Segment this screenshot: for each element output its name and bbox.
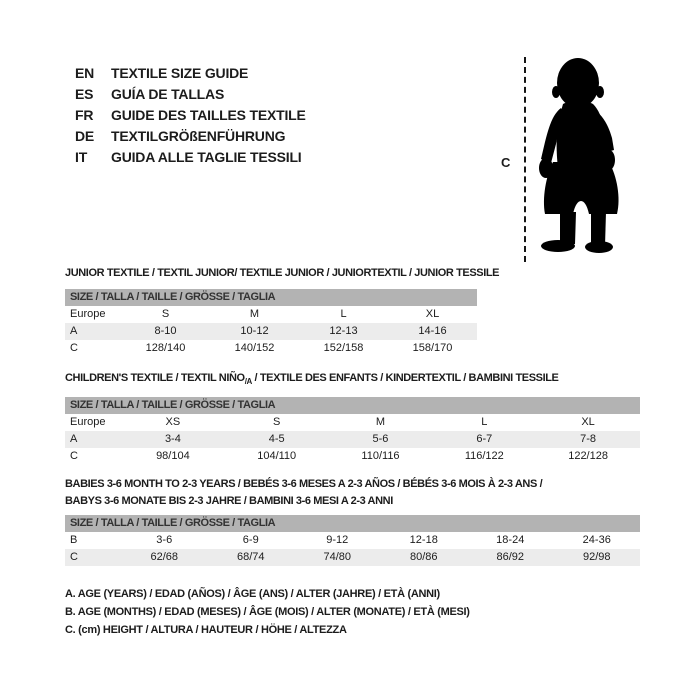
babies-table bbox=[65, 515, 640, 566]
junior-textile-section bbox=[65, 267, 499, 357]
table-row bbox=[65, 323, 477, 340]
height-cell: 152/158 bbox=[323, 342, 364, 354]
age-cell: 6-9 bbox=[242, 534, 259, 546]
height-cell: 140/152 bbox=[234, 342, 275, 354]
height-cell: 98/104 bbox=[156, 450, 190, 463]
language-row-es bbox=[75, 84, 306, 105]
age-cell: 14-16 bbox=[418, 325, 447, 337]
junior-table bbox=[65, 289, 477, 357]
language-row-en bbox=[75, 63, 306, 84]
language-label: GUIDE DES TAILLES TEXTILE bbox=[111, 107, 306, 123]
age-cell: 4-5 bbox=[268, 433, 285, 446]
babies-table-title bbox=[65, 476, 640, 510]
age-cell: 9-12 bbox=[326, 534, 349, 546]
footnote-b: B. AGE (MONTHS) / EDAD (MESES) / ÂGE (MOIS) / ALTER (MONATE) / ETÀ (MESI) bbox=[65, 606, 470, 618]
age-cell: 24-36 bbox=[582, 534, 611, 546]
age-cell: 10-12 bbox=[240, 325, 269, 337]
age-cell: 12-13 bbox=[329, 325, 358, 337]
height-cell: 80/86 bbox=[409, 551, 438, 563]
height-cell: 92/98 bbox=[582, 551, 611, 563]
childrens-table-title bbox=[65, 372, 640, 388]
title-subscript: /A bbox=[244, 377, 252, 387]
language-code: EN bbox=[75, 65, 95, 81]
language-code: IT bbox=[75, 149, 88, 165]
height-measure-label: C bbox=[501, 155, 511, 170]
table-row bbox=[65, 414, 640, 431]
size-header-bar: SIZE / TALLA / TAILLE / GRÖSSE / TAGLIA bbox=[65, 397, 640, 414]
age-cell: 6-7 bbox=[476, 433, 493, 446]
size-cell: L bbox=[481, 416, 488, 429]
height-cell: 86/92 bbox=[496, 551, 525, 563]
height-measure-line bbox=[524, 57, 526, 262]
height-cell: 62/68 bbox=[150, 551, 179, 563]
row-label: C bbox=[70, 342, 78, 354]
row-label: Europe bbox=[70, 416, 106, 429]
language-row-it bbox=[75, 147, 306, 168]
table-row bbox=[65, 340, 477, 357]
age-cell: 3-6 bbox=[156, 534, 173, 546]
language-code: FR bbox=[75, 107, 94, 123]
size-cell: M bbox=[375, 416, 386, 429]
row-label: C bbox=[70, 551, 78, 563]
language-label: GUIDA ALLE TAGLIE TESSILI bbox=[111, 149, 302, 165]
size-header-bar: SIZE / TALLA / TAILLE / GRÖSSE / TAGLIA bbox=[65, 515, 640, 532]
table-row bbox=[65, 532, 640, 549]
height-cell: 110/116 bbox=[361, 450, 400, 463]
childrens-table bbox=[65, 397, 640, 465]
language-row-de bbox=[75, 126, 306, 147]
baby-silhouette-icon bbox=[532, 56, 644, 254]
size-cell: L bbox=[340, 308, 347, 320]
height-cell: 158/170 bbox=[412, 342, 453, 354]
age-cell: 18-24 bbox=[496, 534, 525, 546]
language-label: GUÍA DE TALLAS bbox=[111, 86, 225, 102]
childrens-textile-section bbox=[65, 372, 640, 465]
title-line-2: BABYS 3-6 MONATE BIS 2-3 JAHRE / BAMBINI 3-6 MESI A 2-3 ANNI bbox=[65, 495, 393, 507]
table-row bbox=[65, 306, 477, 323]
size-header-bar: SIZE / TALLA / TAILLE / GRÖSSE / TAGLIA bbox=[65, 289, 477, 306]
age-cell: 12-18 bbox=[409, 534, 438, 546]
babies-textile-section bbox=[65, 476, 640, 566]
size-cell: S bbox=[161, 308, 170, 320]
title-part: / TEXTILE DES ENFANTS / KINDERTEXTIL / BAMBINI TESSILE bbox=[251, 372, 559, 384]
table-row bbox=[65, 431, 640, 448]
title-part: CHILDREN'S TEXTILE / TEXTIL NIÑO bbox=[65, 372, 245, 384]
age-cell: 7-8 bbox=[580, 433, 597, 446]
size-cell: M bbox=[249, 308, 260, 320]
size-cell: XL bbox=[581, 416, 595, 429]
size-cell: XS bbox=[165, 416, 181, 429]
junior-table-title: JUNIOR TEXTILE / TEXTIL JUNIOR/ TEXTILE JUNIOR / JUNIORTEXTIL / JUNIOR TESSILE bbox=[65, 267, 500, 279]
row-label: Europe bbox=[70, 308, 106, 320]
language-label: TEXTILGRÖßENFÜHRUNG bbox=[111, 128, 286, 144]
title-line-1: BABIES 3-6 MONTH TO 2-3 YEARS / BEBÉS 3-6 MESES A 2-3 AÑOS / BÉBÉS 3-6 MOIS À 2-3 ANS / bbox=[65, 478, 543, 490]
height-cell: 122/128 bbox=[568, 450, 608, 463]
row-label: A bbox=[70, 325, 78, 337]
footnote-a: A. AGE (YEARS) / EDAD (AÑOS) / ÂGE (ANS) / ALTER (JAHRE) / ETÀ (ANNI) bbox=[65, 588, 440, 600]
language-code: ES bbox=[75, 86, 94, 102]
height-cell: 116/122 bbox=[464, 450, 504, 463]
height-cell: 74/80 bbox=[323, 551, 352, 563]
language-code: DE bbox=[75, 128, 95, 144]
row-label: B bbox=[70, 534, 78, 546]
footnote-c: C. (cm) HEIGHT / ALTURA / HAUTEUR / HÖHE / ALTEZZA bbox=[65, 624, 347, 636]
height-cell: 104/110 bbox=[257, 450, 297, 463]
age-cell: 3-4 bbox=[164, 433, 181, 446]
row-label: C bbox=[70, 450, 78, 463]
language-label: TEXTILE SIZE GUIDE bbox=[111, 65, 249, 81]
table-row bbox=[65, 549, 640, 566]
height-cell: 128/140 bbox=[145, 342, 186, 354]
table-row bbox=[65, 448, 640, 465]
size-cell: XL bbox=[425, 308, 440, 320]
size-cell: S bbox=[273, 416, 281, 429]
age-cell: 8-10 bbox=[154, 325, 177, 337]
row-label: A bbox=[70, 433, 78, 446]
language-list bbox=[75, 63, 306, 168]
age-cell: 5-6 bbox=[372, 433, 389, 446]
language-row-fr bbox=[75, 105, 306, 126]
height-cell: 68/74 bbox=[236, 551, 265, 563]
footnotes bbox=[65, 585, 470, 639]
